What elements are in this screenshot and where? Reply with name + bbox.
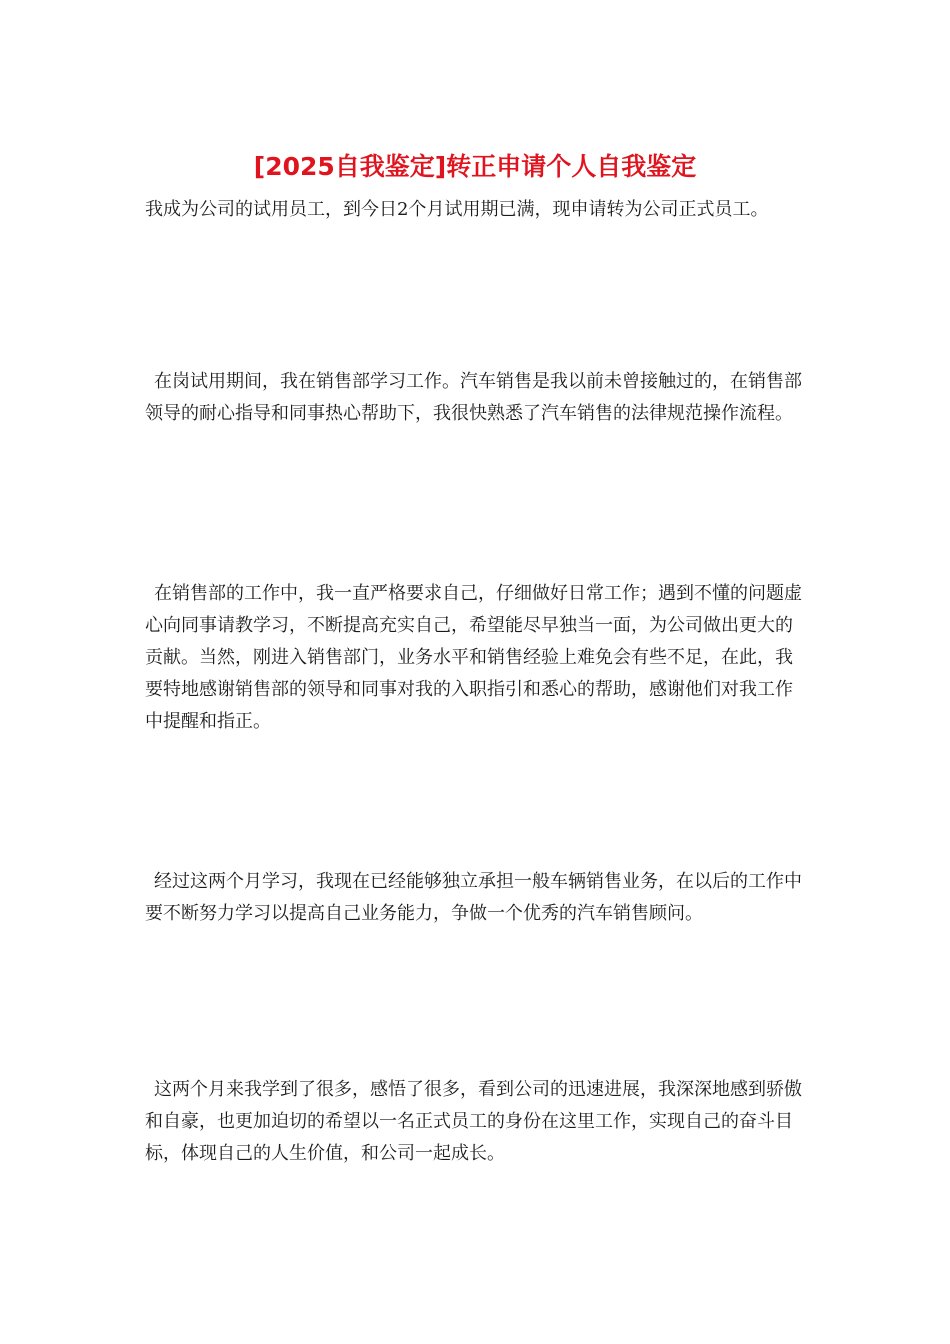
- body-paragraph-2: 在销售部的工作中，我一直严格要求自己，仔细做好日常工作；遇到不懂的问题虚心向同事请教学习，不断提高充实自己，希望能尽早独当一面，为公司做出更大的贡献。当然，刚进入销售部门，业务水平和销售经验上难免会有些不足，在此，我要特地感谢销售部的领导和同事对我的入职指引和悉心的帮助，感谢他们对我工作中提醒和指正。: [145, 583, 802, 732]
- body-paragraph-1: 在岗试用期间，我在销售部学习工作。汽车销售是我以前未曾接触过的，在销售部领导的耐心指导和同事热心帮助下，我很快熟悉了汽车销售的法律规范操作流程。: [145, 371, 802, 424]
- intro-paragraph: 我成为公司的试用员工，到今日2个月试用期已满，现申请转为公司正式员工。: [145, 199, 769, 220]
- document-title: [2025自我鉴定]转正申请个人自我鉴定: [253, 152, 697, 181]
- body-paragraph-3: 经过这两个月学习，我现在已经能够独立承担一般车辆销售业务，在以后的工作中要不断努力学习以提高自己业务能力，争做一个优秀的汽车销售顾问。: [145, 871, 802, 924]
- body-paragraph-4: 这两个月来我学到了很多，感悟了很多，看到公司的迅速进展，我深深地感到骄傲和自豪，也更加迫切的希望以一名正式员工的身份在这里工作，实现自己的奋斗目标，体现自己的人生价值，和公司一起成长。: [145, 1079, 802, 1164]
